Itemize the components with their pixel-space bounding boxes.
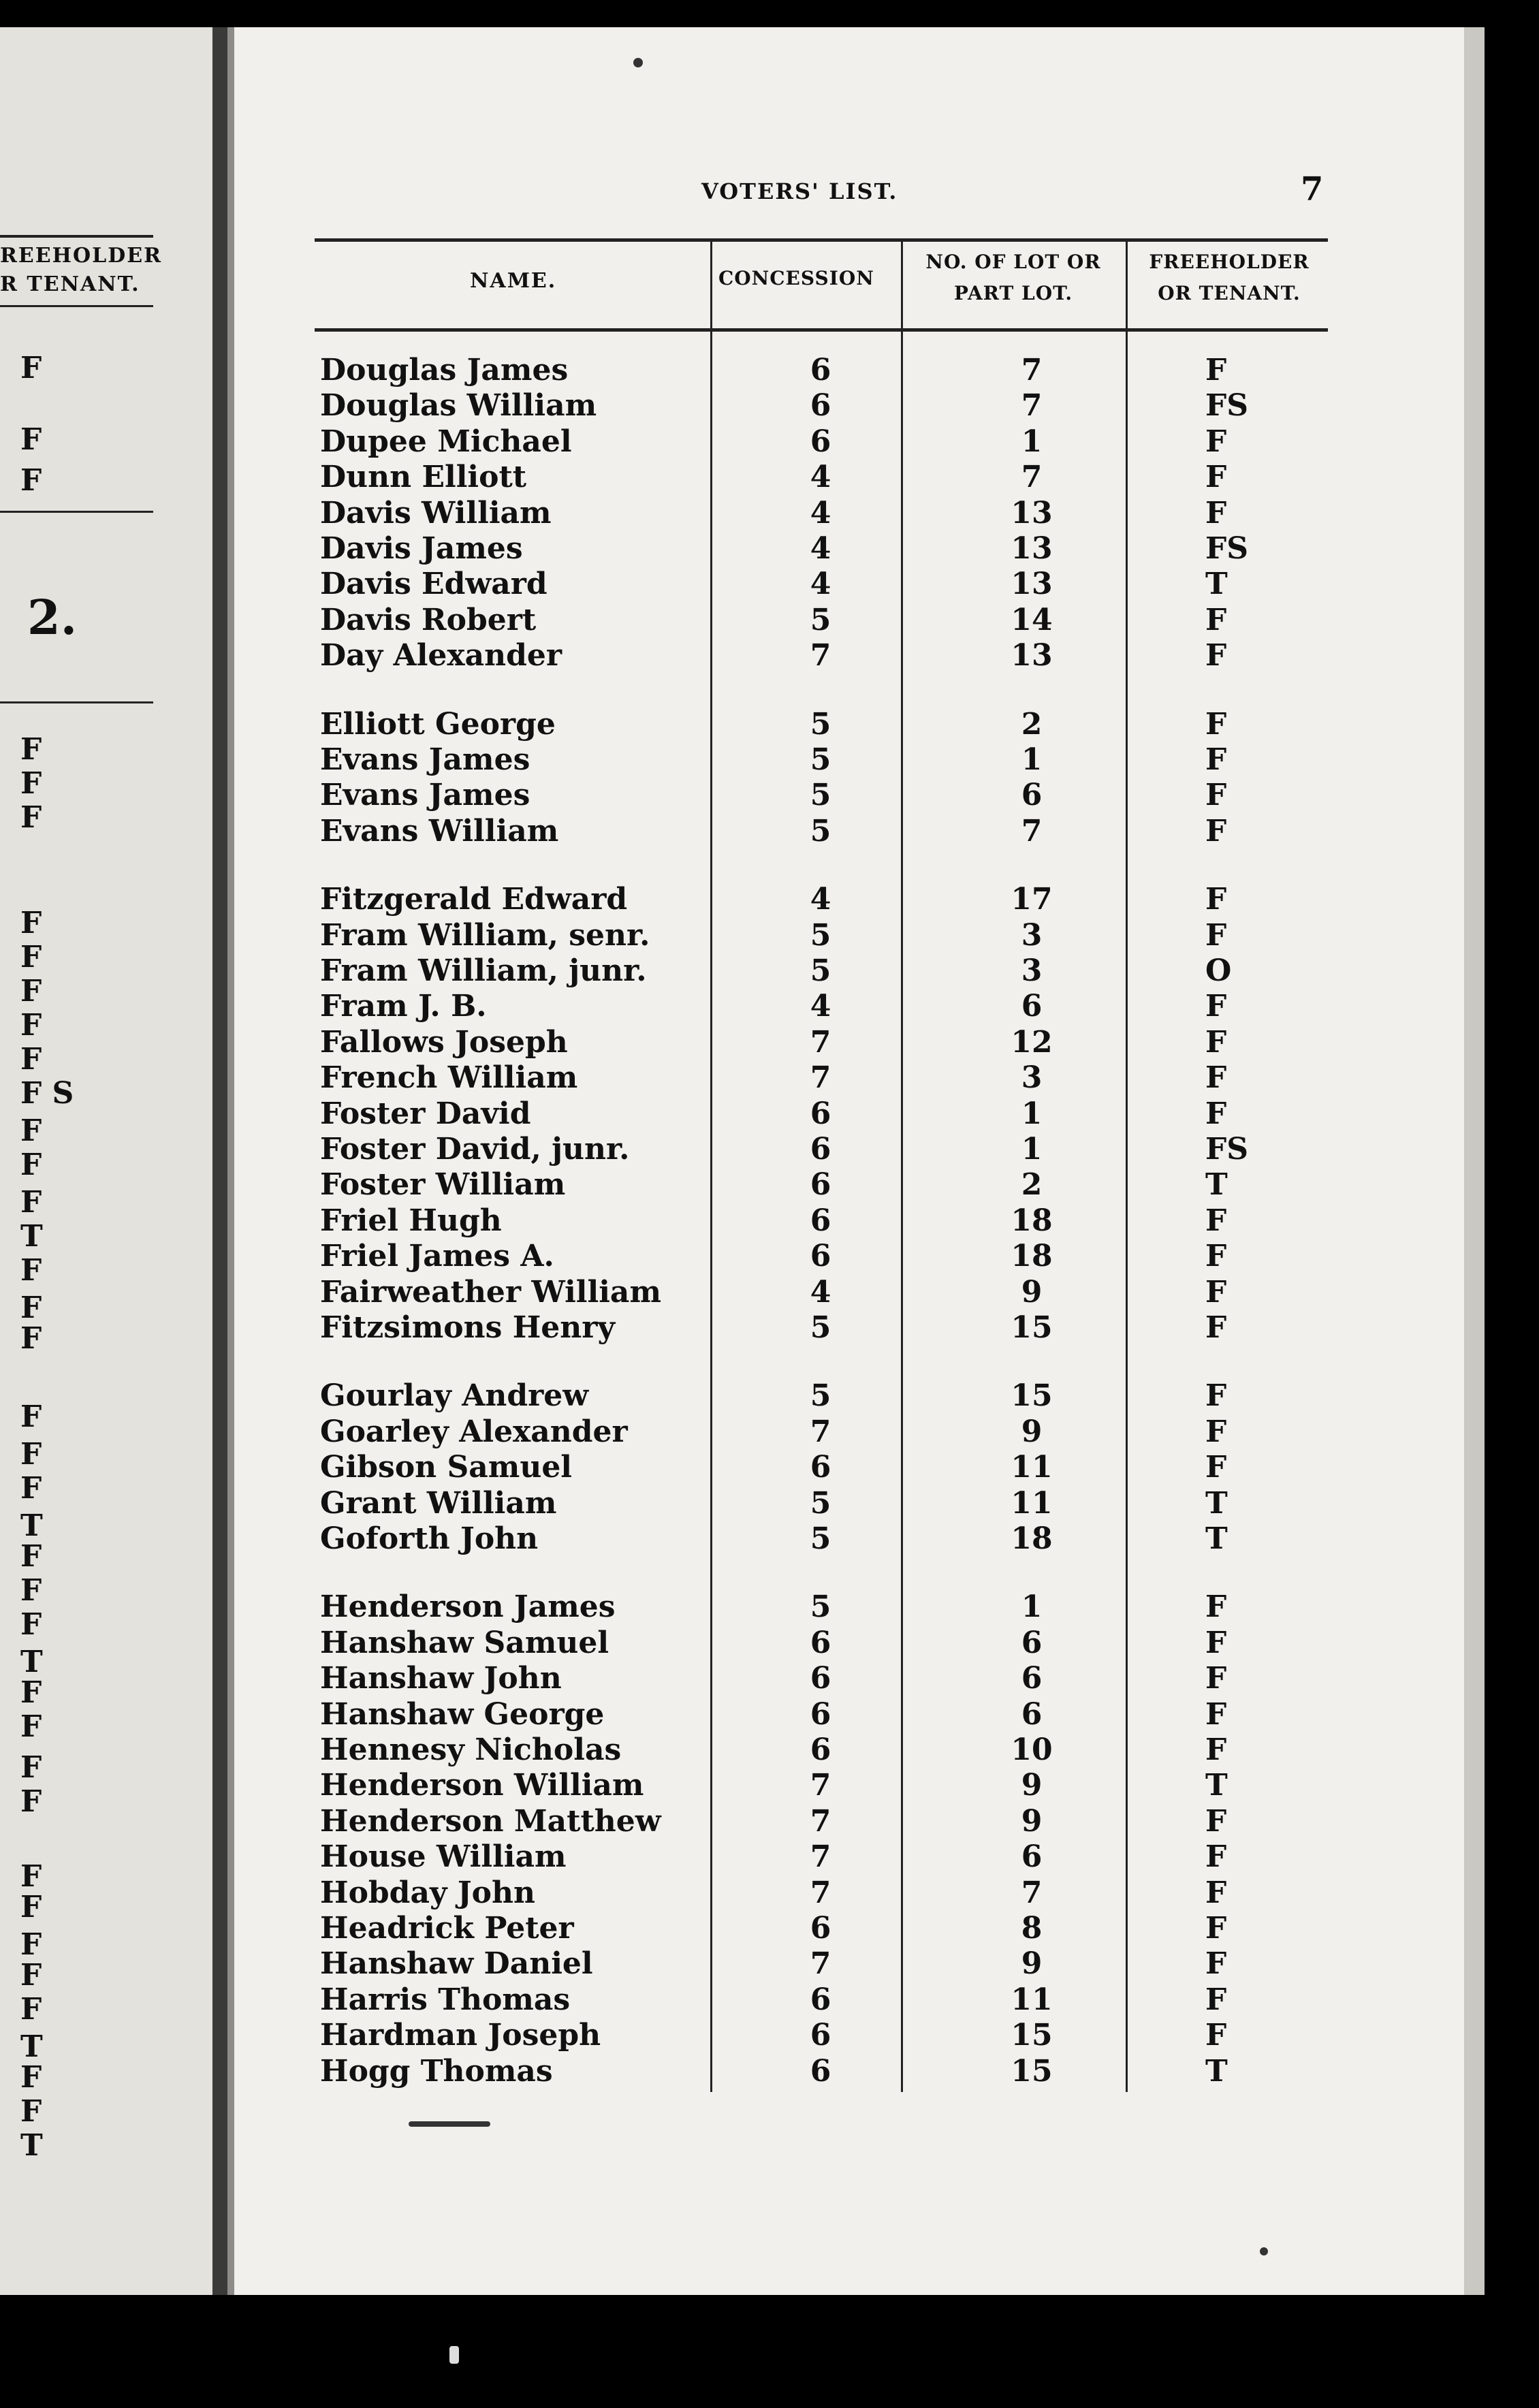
concession-value: 7: [810, 1768, 831, 1803]
table-row: [0, 953, 1485, 989]
voter-name: Henderson James: [320, 1589, 616, 1625]
left-page-top-rule: [0, 235, 153, 238]
voter-name: Foster David: [320, 1096, 531, 1131]
table-row: [0, 1239, 1485, 1274]
voter-name: Douglas James: [320, 353, 569, 387]
freeholder-status: F: [1205, 1024, 1227, 1060]
lot-value: 6: [1021, 1839, 1043, 1875]
left-page-status-code: T: [20, 2029, 43, 2064]
lot-value: 15: [1011, 2018, 1053, 2053]
concession-value: 5: [810, 1310, 831, 1345]
lot-value: 11: [1011, 1485, 1053, 1521]
freeholder-status: F: [1205, 2018, 1227, 2053]
voter-name: Davis Edward: [320, 567, 548, 602]
freeholder-status: F: [1205, 882, 1227, 917]
concession-value: 6: [810, 1203, 831, 1238]
left-page-status-code: T: [20, 1645, 43, 1679]
left-page-status-code: F: [20, 732, 42, 767]
voter-name: Fram William, senr.: [320, 917, 650, 953]
table-row: [0, 1875, 1485, 1911]
concession-value: 7: [810, 1414, 831, 1449]
left-page-status-code: F: [20, 1042, 42, 1077]
voter-name: Dunn Elliott: [320, 460, 527, 495]
freeholder-status: F: [1205, 706, 1227, 742]
table-row: [0, 531, 1485, 567]
freeholder-status: T: [1205, 1485, 1228, 1521]
lot-value: 9: [1021, 1768, 1043, 1803]
table-row: [0, 424, 1485, 460]
table-row: [0, 1486, 1485, 1521]
freeholder-status: F: [1205, 1661, 1227, 1696]
voter-name: Gibson Samuel: [320, 1450, 573, 1485]
left-page-status-code: F: [20, 906, 42, 940]
concession-value: 5: [810, 742, 831, 777]
freeholder-status: FS: [1205, 531, 1249, 566]
table-row: [0, 1203, 1485, 1239]
lot-column-header: NO. OF LOT OR PART LOT.: [925, 251, 1101, 304]
left-page-status-code: F: [20, 766, 42, 801]
left-page-status-code: T: [20, 1508, 43, 1543]
freeholder-status: F: [1205, 1696, 1227, 1732]
lot-value: 15: [1011, 1378, 1053, 1414]
freeholder-status: F: [1205, 1203, 1227, 1238]
table-row: [0, 460, 1485, 495]
lot-value: 7: [1021, 353, 1043, 387]
left-page-status-code: F: [20, 422, 42, 457]
voter-name: Evans James: [320, 742, 530, 777]
left-page-status-code: F: [20, 2094, 42, 2129]
concession-value: 6: [810, 1096, 831, 1131]
freeholder-status: T: [1205, 567, 1228, 602]
freeholder-status: F: [1205, 424, 1227, 459]
left-page-status-code: F: [20, 2060, 42, 2095]
lot-value: 3: [1021, 1060, 1043, 1096]
concession-column-header: CONCESSION: [718, 267, 874, 289]
freeholder-status: F: [1205, 1946, 1227, 1982]
ink-mark: [449, 2346, 459, 2364]
table-row: [0, 1310, 1485, 1346]
ink-mark: [1260, 2247, 1268, 2255]
left-page-status-code: F: [20, 351, 42, 385]
table-row: [0, 918, 1485, 953]
lot-value: 9: [1021, 1274, 1043, 1310]
lot-value: 11: [1011, 1982, 1053, 2017]
table-row: [0, 778, 1485, 813]
table-row: [0, 638, 1485, 674]
page-title: VOTERS' LIST.: [701, 178, 898, 204]
voter-name: Grant William: [320, 1485, 557, 1521]
freeholder-status: F: [1205, 778, 1227, 813]
lot-value: 1: [1021, 424, 1043, 459]
voter-name: Friel James A.: [320, 1239, 554, 1274]
lot-value: 6: [1021, 778, 1043, 813]
lot-value: 18: [1011, 1239, 1053, 1274]
left-page-status-code: F: [20, 1471, 42, 1506]
left-page-status-code: F: [20, 1927, 42, 1962]
voter-name: Hogg Thomas: [320, 2053, 553, 2089]
table-row: [0, 1521, 1485, 1557]
lot-value: 13: [1011, 531, 1053, 566]
voter-name: Hennesy Nicholas: [320, 1732, 622, 1767]
lot-value: 1: [1021, 1132, 1043, 1167]
lot-value: 6: [1021, 1696, 1043, 1732]
lot-value: 13: [1011, 567, 1053, 602]
table-row: [0, 1626, 1485, 1661]
concession-value: 6: [810, 1661, 831, 1696]
table-row: [0, 989, 1485, 1024]
left-page-status-code: F: [20, 1784, 42, 1819]
concession-value: 5: [810, 1378, 831, 1414]
concession-value: 6: [810, 1239, 831, 1274]
lot-value: 1: [1021, 1096, 1043, 1131]
table-row: [0, 1096, 1485, 1132]
lot-value: 12: [1011, 1024, 1053, 1060]
table-row: [0, 1732, 1485, 1768]
freeholder-status: F: [1205, 1589, 1227, 1625]
table-row: [0, 1768, 1485, 1803]
concession-value: 4: [810, 495, 831, 530]
voter-name: Evans William: [320, 813, 559, 849]
lot-value: 15: [1011, 1310, 1053, 1345]
lot-value: 18: [1011, 1203, 1053, 1238]
table-row: [0, 814, 1485, 849]
left-page-status-code: F: [20, 1992, 42, 2027]
voter-name: Hardman Joseph: [320, 2018, 601, 2053]
lot-value: 14: [1011, 602, 1053, 637]
table-row: [0, 1450, 1485, 1485]
left-page-status-code: F: [20, 1675, 42, 1710]
freeholder-status: F: [1205, 813, 1227, 849]
voter-name: Foster David, junr.: [320, 1132, 630, 1167]
concession-value: 5: [810, 1485, 831, 1521]
lot-value: 7: [1021, 1875, 1043, 1910]
freeholder-status: F: [1205, 602, 1227, 637]
concession-value: 5: [810, 1521, 831, 1556]
voter-name: Henderson William: [320, 1768, 644, 1803]
left-page-status-code: F: [20, 1253, 42, 1288]
concession-value: 4: [810, 567, 831, 602]
concession-value: 7: [810, 1839, 831, 1875]
table-header-rule: [315, 328, 1328, 332]
concession-value: 6: [810, 388, 831, 424]
lot-value: 2: [1021, 1167, 1043, 1203]
freeholder-status: FS: [1205, 1132, 1249, 1167]
left-page-status-code: T: [20, 2128, 43, 2163]
voter-name: Day Alexander: [320, 638, 562, 674]
concession-value: 5: [810, 778, 831, 813]
concession-value: 7: [810, 1803, 831, 1839]
table-row: [0, 1911, 1485, 1946]
concession-value: 4: [810, 460, 831, 495]
lot-value: 1: [1021, 742, 1043, 777]
table-row: [0, 2018, 1485, 2053]
freeholder-status: F: [1205, 460, 1227, 495]
voter-name: Hanshaw Daniel: [320, 1946, 593, 1982]
voter-name: Gourlay Andrew: [320, 1378, 589, 1414]
concession-value: 4: [810, 531, 831, 566]
lot-value: 9: [1021, 1803, 1043, 1839]
left-page-status-code: F: [20, 1958, 42, 1993]
left-page-header-rule: [0, 305, 153, 307]
table-row: [0, 353, 1485, 388]
lot-value: 11: [1011, 1450, 1053, 1485]
freeholder-status: F: [1205, 1060, 1227, 1096]
lot-value: 17: [1011, 882, 1053, 917]
left-page-status-code: F: [20, 1008, 42, 1043]
left-page-status-code: F: [20, 1750, 42, 1785]
page-number: 7: [1301, 170, 1324, 208]
concession-value: 7: [810, 1875, 831, 1910]
concession-value: 7: [810, 1024, 831, 1060]
table-row: [0, 1378, 1485, 1414]
left-page-status-code: F: [20, 1147, 42, 1182]
voter-name: Fallows Joseph: [320, 1024, 568, 1060]
voter-name: Evans James: [320, 778, 530, 813]
table-row: [0, 1167, 1485, 1203]
voter-name: Hanshaw Samuel: [320, 1625, 609, 1660]
left-page-status-code: F: [20, 1399, 42, 1434]
concession-value: 6: [810, 1167, 831, 1203]
table-top-rule: [315, 238, 1328, 242]
freeholder-status: F: [1205, 1625, 1227, 1660]
lot-value: 8: [1021, 1911, 1043, 1946]
concession-value: 6: [810, 424, 831, 459]
freeholder-status: F: [1205, 917, 1227, 953]
freeholder-status: O: [1205, 953, 1232, 988]
table-row: [0, 1804, 1485, 1839]
concession-value: 6: [810, 353, 831, 387]
table-row: [0, 603, 1485, 638]
freeholder-status: F: [1205, 638, 1227, 674]
concession-value: 4: [810, 1274, 831, 1310]
concession-value: 6: [810, 1625, 831, 1660]
voter-name: Fitzgerald Edward: [320, 882, 628, 917]
lot-value: 3: [1021, 917, 1043, 953]
voter-name: Fitzsimons Henry: [320, 1310, 616, 1345]
lot-value: 1: [1021, 1589, 1043, 1625]
left-page-header: REEHOLDER R TENANT.: [0, 244, 163, 296]
table-row: [0, 707, 1485, 742]
table-row: [0, 1839, 1485, 1875]
left-page-status-code: F: [20, 1709, 42, 1744]
lot-value: 7: [1021, 388, 1043, 424]
freeholder-status: F: [1205, 495, 1227, 530]
concession-value: 6: [810, 1132, 831, 1167]
freeholder-column-header: FREEHOLDER OR TENANT.: [1149, 251, 1310, 304]
lot-value: 9: [1021, 1946, 1043, 1982]
table-row: [0, 567, 1485, 602]
table-row: [0, 1982, 1485, 2018]
voter-name: French William: [320, 1060, 578, 1096]
left-page-status-code: T: [20, 1219, 43, 1254]
lot-value: 6: [1021, 1625, 1043, 1660]
voter-name: Davis James: [320, 531, 523, 566]
concession-value: 6: [810, 1732, 831, 1767]
freeholder-status: F: [1205, 1096, 1227, 1131]
lot-value: 13: [1011, 495, 1053, 530]
freeholder-status: F: [1205, 1378, 1227, 1414]
lot-value: 18: [1011, 1521, 1053, 1556]
freeholder-status: F: [1205, 1839, 1227, 1875]
concession-value: 5: [810, 917, 831, 953]
lot-value: 6: [1021, 989, 1043, 1024]
table-row: [0, 1025, 1485, 1060]
freeholder-status: F: [1205, 742, 1227, 777]
left-page-status-code: F: [20, 463, 42, 498]
concession-value: 4: [810, 989, 831, 1024]
ink-stroke: [409, 2121, 490, 2127]
freeholder-status: F: [1205, 1803, 1227, 1839]
left-page-status-code: F: [20, 1185, 42, 1220]
left-page-status-code: F: [20, 1539, 42, 1574]
lot-value: 10: [1011, 1732, 1053, 1767]
freeholder-status: T: [1205, 1167, 1228, 1203]
lot-value: 6: [1021, 1661, 1043, 1696]
table-row: [0, 1589, 1485, 1625]
lot-value: 2: [1021, 706, 1043, 742]
voter-name: Friel Hugh: [320, 1203, 502, 1238]
lot-value: 9: [1021, 1414, 1043, 1449]
voter-name: House William: [320, 1839, 567, 1875]
freeholder-status: F: [1205, 1450, 1227, 1485]
concession-value: 5: [810, 1589, 831, 1625]
table-row: [0, 1661, 1485, 1696]
concession-value: 4: [810, 882, 831, 917]
concession-value: 6: [810, 2018, 831, 2053]
concession-value: 5: [810, 953, 831, 988]
concession-value: 5: [810, 602, 831, 637]
voter-name: Fram J. B.: [320, 989, 487, 1024]
ink-mark: [633, 58, 643, 67]
left-page-status-code: F: [20, 1113, 42, 1148]
freeholder-status: F: [1205, 1732, 1227, 1767]
left-page-status-code: F S: [20, 1076, 74, 1111]
lot-value: 7: [1021, 460, 1043, 495]
concession-value: 7: [810, 1946, 831, 1982]
voter-name: Foster William: [320, 1167, 566, 1203]
left-page-status-code: F: [20, 1437, 42, 1472]
concession-value: 6: [810, 1450, 831, 1485]
lot-value: 15: [1011, 2053, 1053, 2089]
voter-name: Elliott George: [320, 706, 556, 742]
name-column-header: NAME.: [470, 269, 557, 293]
table-row: [0, 1132, 1485, 1167]
table-row: [0, 1697, 1485, 1732]
freeholder-status: FS: [1205, 388, 1249, 424]
voter-name: Fairweather William: [320, 1274, 661, 1310]
freeholder-status: T: [1205, 2053, 1228, 2089]
freeholder-status: F: [1205, 1274, 1227, 1310]
left-page-status-code: F: [20, 1859, 42, 1894]
freeholder-status: F: [1205, 353, 1227, 387]
lot-value: 7: [1021, 813, 1043, 849]
table-row: [0, 742, 1485, 778]
table-row: [0, 882, 1485, 917]
left-page-status-code: F: [20, 1890, 42, 1924]
concession-value: 5: [810, 813, 831, 849]
freeholder-status: F: [1205, 1911, 1227, 1946]
concession-value: 6: [810, 1911, 831, 1946]
table-row: [0, 2054, 1485, 2089]
left-page-status-code: F: [20, 1290, 42, 1325]
concession-value: 7: [810, 1060, 831, 1096]
left-page-status-code: F: [20, 974, 42, 1009]
voter-name: Harris Thomas: [320, 1982, 571, 2017]
voter-name: Dupee Michael: [320, 424, 572, 459]
concession-value: 6: [810, 1696, 831, 1732]
lot-value: 13: [1011, 638, 1053, 674]
lot-value: 3: [1021, 953, 1043, 988]
concession-value: 5: [810, 706, 831, 742]
table-row: [0, 1060, 1485, 1096]
table-row: [0, 1946, 1485, 1982]
freeholder-status: T: [1205, 1768, 1228, 1803]
concession-value: 6: [810, 2053, 831, 2089]
table-row: [0, 496, 1485, 531]
voter-name: Headrick Peter: [320, 1911, 574, 1946]
voter-name: Hanshaw John: [320, 1661, 562, 1696]
left-page-status-code: F: [20, 1321, 42, 1356]
left-page-status-code: F: [20, 1607, 42, 1642]
voter-name: Davis William: [320, 495, 552, 530]
freeholder-status: F: [1205, 1310, 1227, 1345]
voter-name: Henderson Matthew: [320, 1803, 661, 1839]
left-page-status-code: F: [20, 940, 42, 975]
concession-value: 6: [810, 1982, 831, 2017]
voter-name: Fram William, junr.: [320, 953, 647, 988]
voter-name: Douglas William: [320, 388, 597, 424]
freeholder-status: F: [1205, 1875, 1227, 1910]
voter-name: Hanshaw George: [320, 1696, 605, 1732]
freeholder-status: F: [1205, 989, 1227, 1024]
table-row: [0, 1414, 1485, 1450]
freeholder-status: T: [1205, 1521, 1228, 1556]
voter-name: Goarley Alexander: [320, 1414, 628, 1449]
left-page-status-code: F: [20, 800, 42, 835]
left-page-status-code: F: [20, 1573, 42, 1608]
voter-name: Davis Robert: [320, 602, 537, 637]
concession-value: 7: [810, 638, 831, 674]
freeholder-status: F: [1205, 1239, 1227, 1274]
table-row: [0, 1275, 1485, 1310]
left-page-divider-2: [0, 701, 153, 703]
section-marker: 2.: [27, 589, 78, 646]
freeholder-status: F: [1205, 1414, 1227, 1449]
voter-name: Goforth John: [320, 1521, 539, 1556]
table-row: [0, 388, 1485, 424]
voter-name: Hobday John: [320, 1875, 535, 1910]
freeholder-status: F: [1205, 1982, 1227, 2017]
